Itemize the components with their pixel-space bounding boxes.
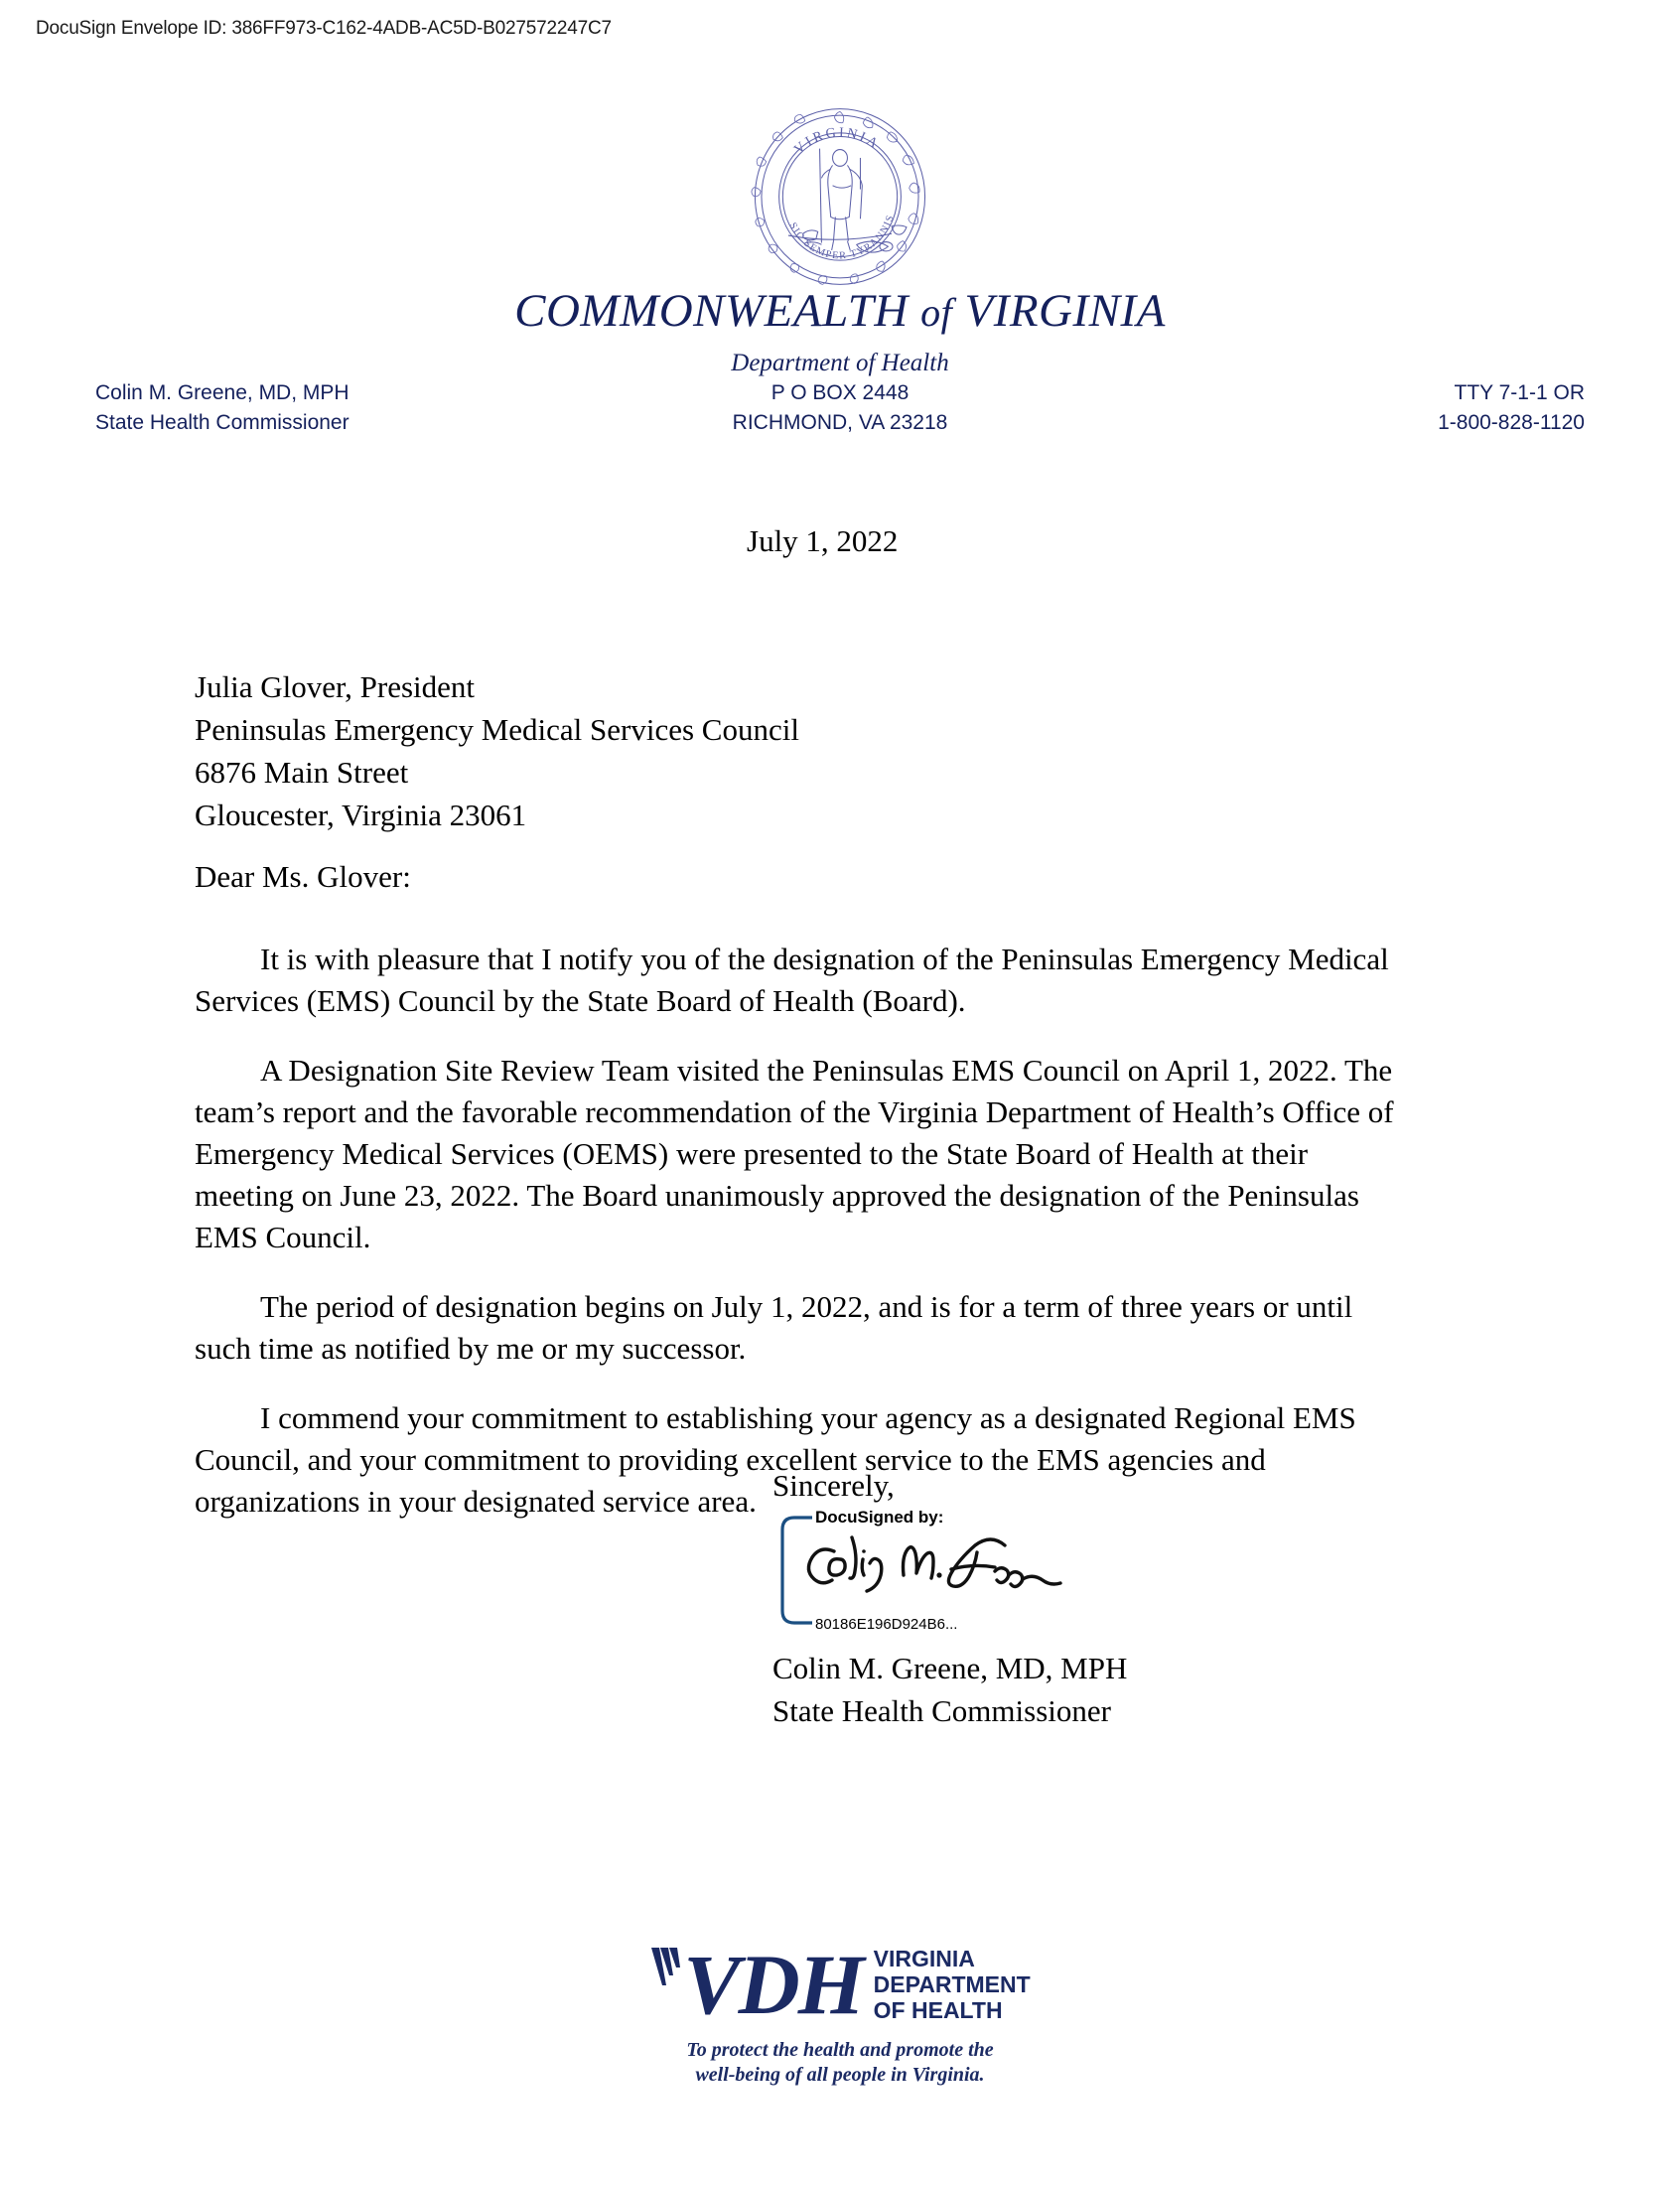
footer (0, 1937, 1680, 2088)
commissioner-title: State Health Commissioner (95, 411, 350, 434)
seal-bottom-motto: SIC SEMPER TYRANNIS (786, 213, 897, 262)
vdh-wordmark (869, 1946, 1031, 2023)
docusigned-by-label: DocuSigned by: (812, 1508, 946, 1528)
vdh-monogram: VDH (683, 1937, 863, 2032)
vdh-swoosh-icon (649, 1942, 683, 2027)
phone-line: 1-800-828-1120 (1438, 411, 1585, 434)
po-box-line: P O BOX 2448 (770, 381, 910, 404)
body-paragraph-3: The period of designation begins on July 1, 2022, and is for a term of three years or until such time as notified by me or my successor. (195, 1289, 1353, 1366)
handwritten-signature-icon (800, 1530, 1078, 1603)
docusign-signature-id: 80186E196D924B6... (812, 1616, 960, 1633)
salutation: Dear Ms. Glover: (195, 859, 411, 894)
vdh-logo (649, 1937, 1031, 2032)
recipient-line-2: Peninsulas Emergency Medical Services Council (195, 712, 799, 747)
letterhead-title-part3: VIRGINIA (964, 285, 1166, 337)
recipient-address (195, 665, 799, 836)
seal-container (0, 104, 1680, 294)
svg-text:VIRGINIA (791, 125, 882, 157)
signer-title: State Health Commissioner (772, 1693, 1111, 1728)
recipient-line-1: Julia Glover, President (195, 669, 476, 704)
svg-text:SIC SEMPER TYRANNIS (787, 214, 897, 262)
docusign-signature-stamp (772, 1508, 1100, 1635)
recipient-line-3: 6876 Main Street (195, 755, 409, 790)
letterhead-title (0, 284, 1680, 338)
vdh-tagline-line-2: well-being of all people in Virginia. (695, 2064, 985, 2086)
letterhead-subtitle: Department of Health (731, 350, 949, 376)
letterhead-title-part2: of (920, 290, 953, 335)
vdh-word-line-2: DEPARTMENT (873, 1971, 1031, 1997)
tty-line: TTY 7-1-1 OR (1454, 381, 1585, 404)
letter-date: July 1, 2022 (747, 523, 899, 558)
city-state-zip-line: RICHMOND, VA 23218 (732, 411, 948, 434)
vdh-word-line-1: VIRGINIA (873, 1946, 975, 1971)
body-paragraph-2: A Designation Site Review Team visited the Peninsulas EMS Council on April 1, 2022. The team’s report and the favorable recommendation of the Virginia Department of Health’s Office of Emergency Medical Services (OEMS) were presented to the State Board of Health at their meeting on June 23, 2022. The Board unanimously approved the designation of the Peninsulas EMS Council. (195, 1053, 1394, 1254)
signer-name: Colin M. Greene, MD, MPH (772, 1651, 1128, 1685)
vdh-tagline (0, 2038, 1680, 2088)
body-paragraph-4: I commend your commitment to establishing your agency as a designated Regional EMS Council, and your commitment to providing excellent service to the EMS agencies and organizations in your designated service area. (195, 1400, 1356, 1519)
signer-block (772, 1647, 1127, 1732)
virginia-state-seal-icon (748, 104, 932, 289)
body-paragraph-1: It is with pleasure that I notify you of the designation of the Peninsulas Emergency Medical Services (EMS) Council by the State Board of Health (Board). (195, 942, 1389, 1018)
recipient-line-4: Gloucester, Virginia 23061 (195, 798, 527, 832)
closing-salutation: Sincerely, (772, 1468, 895, 1503)
commissioner-name: Colin M. Greene, MD, MPH (95, 381, 350, 404)
vdh-word-line-3: OF HEALTH (873, 1997, 1003, 2023)
letterhead-title-part1: COMMONWEALTH (514, 285, 909, 337)
vdh-tagline-line-1: To protect the health and promote the (686, 2039, 994, 2061)
letter-body (195, 939, 1398, 1550)
seal-top-motto: VIRGINIA (791, 125, 883, 158)
docusign-envelope-id: DocuSign Envelope ID: 386FF973-C162-4ADB-AC5D-B027572247C7 (36, 18, 612, 39)
